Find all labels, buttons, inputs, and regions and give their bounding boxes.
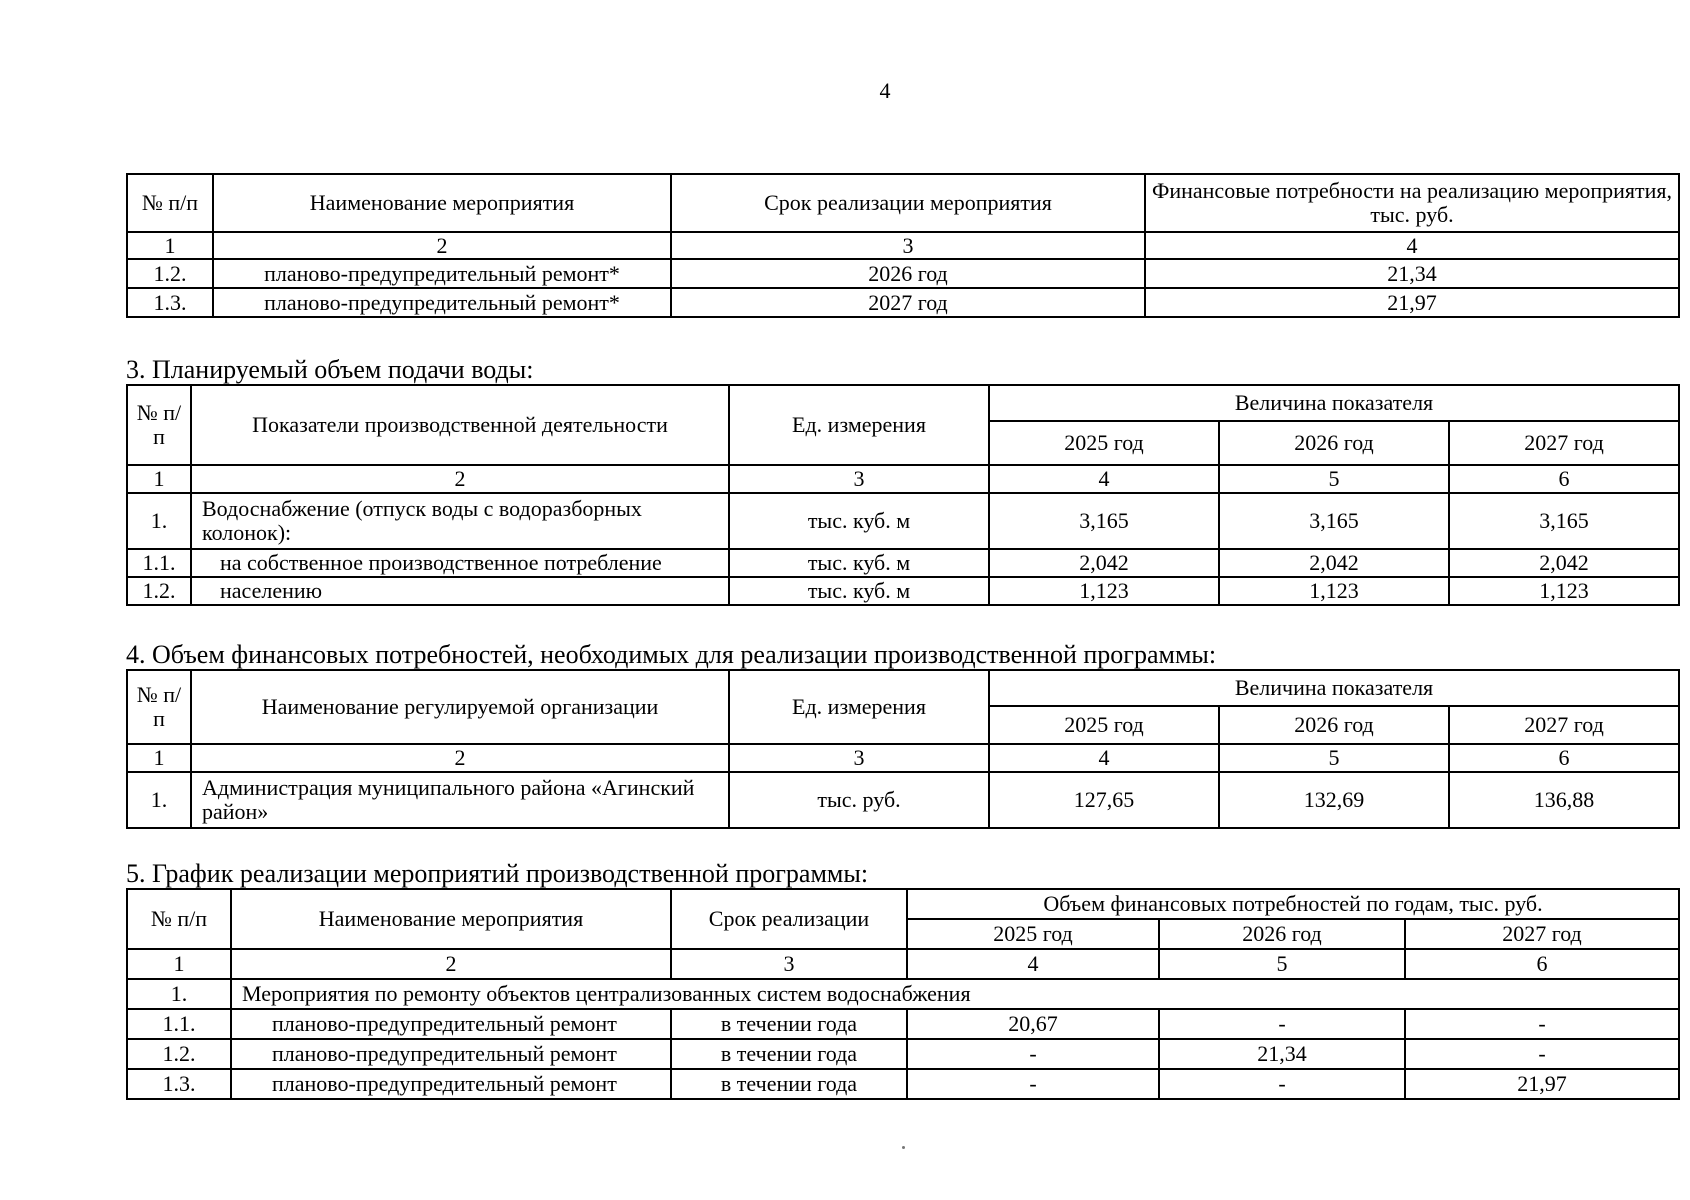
row-value-2026: 21,34: [1159, 1039, 1405, 1069]
col-number: 5: [1219, 744, 1449, 772]
header-name: Наименование мероприятия: [231, 889, 671, 949]
table-row: [127, 1069, 1679, 1099]
col-number: 3: [671, 949, 907, 979]
row-num: 1.3.: [127, 1069, 231, 1099]
header-activity-name: Наименование мероприятия: [213, 174, 671, 232]
row-term: в течении года: [671, 1009, 907, 1039]
table-row: [127, 493, 1679, 549]
table-header-row: [127, 385, 1679, 421]
row-num: 1.1.: [127, 549, 191, 577]
row-num: 1.3.: [127, 288, 213, 317]
row-value-2025: 20,67: [907, 1009, 1159, 1039]
header-term: Срок реализации: [671, 889, 907, 949]
table-header-row: [127, 174, 1679, 232]
table-row: [127, 1009, 1679, 1039]
row-num: 1.2.: [127, 577, 191, 605]
row-term: 2027 год: [671, 288, 1145, 317]
header-year: 2026 год: [1219, 421, 1449, 465]
table-row: [127, 259, 1679, 288]
col-number: 1: [127, 949, 231, 979]
row-value-2026: 1,123: [1219, 577, 1449, 605]
col-number: 1: [127, 465, 191, 493]
col-number: 4: [989, 744, 1219, 772]
row-num: 1.1.: [127, 1009, 231, 1039]
col-number: 1: [127, 744, 191, 772]
row-indicator: Водоснабжение (отпуск воды с водоразборных колонок):: [191, 493, 729, 549]
row-value-2027: 1,123: [1449, 577, 1679, 605]
row-unit: тыс. куб. м: [729, 493, 989, 549]
financing-needs-table: [126, 669, 1680, 829]
header-volume: Объем финансовых потребностей по годам, тыс. руб.: [907, 889, 1679, 919]
header-year: 2025 год: [989, 421, 1219, 465]
header-num: № п/п: [127, 670, 191, 744]
col-number: 2: [213, 232, 671, 259]
header-unit: Ед. измерения: [729, 670, 989, 744]
table-header-row: [127, 670, 1679, 706]
scan-speck: [902, 1146, 905, 1149]
row-value-2025: 2,042: [989, 549, 1219, 577]
col-number: 6: [1449, 465, 1679, 493]
header-financing: Финансовые потребности на реализацию мероприятия, тыс. руб.: [1145, 174, 1679, 232]
row-value-2025: 127,65: [989, 772, 1219, 828]
col-number: 6: [1405, 949, 1679, 979]
column-number-row: [127, 465, 1679, 493]
section-4-title: 4. Объем финансовых потребностей, необходимых для реализации производственной программы:: [126, 640, 1217, 669]
row-value-2027: -: [1405, 1039, 1679, 1069]
header-num: № п/п: [127, 889, 231, 949]
row-value-2027: 2,042: [1449, 549, 1679, 577]
row-amount: 21,97: [1145, 288, 1679, 317]
table-row: [127, 1039, 1679, 1069]
row-term: в течении года: [671, 1039, 907, 1069]
col-number: 1: [127, 232, 213, 259]
row-org: Администрация муниципального района «Агинский район»: [191, 772, 729, 828]
col-number: 2: [191, 744, 729, 772]
row-value-2025: 1,123: [989, 577, 1219, 605]
row-num: 1.: [127, 772, 191, 828]
header-year: 2027 год: [1449, 706, 1679, 744]
row-value-2026: -: [1159, 1069, 1405, 1099]
row-value-2027: 21,97: [1405, 1069, 1679, 1099]
col-number: 4: [989, 465, 1219, 493]
row-value-2025: 3,165: [989, 493, 1219, 549]
column-number-row: [127, 232, 1679, 259]
row-activity: планово-предупредительный ремонт*: [213, 259, 671, 288]
water-supply-volume-table: [126, 384, 1680, 606]
row-value-2026: 132,69: [1219, 772, 1449, 828]
row-value-2026: -: [1159, 1009, 1405, 1039]
row-value-2026: 2,042: [1219, 549, 1449, 577]
column-number-row: [127, 949, 1679, 979]
column-number-row: [127, 744, 1679, 772]
table-row: [127, 549, 1679, 577]
header-year: 2025 год: [907, 919, 1159, 949]
header-num: № п/п: [127, 174, 213, 232]
row-unit: тыс. руб.: [729, 772, 989, 828]
col-number: 3: [729, 465, 989, 493]
header-value: Величина показателя: [989, 670, 1679, 706]
row-value-2025: -: [907, 1039, 1159, 1069]
col-number: 2: [191, 465, 729, 493]
row-unit: тыс. куб. м: [729, 549, 989, 577]
row-value-2027: 3,165: [1449, 493, 1679, 549]
row-name: планово-предупредительный ремонт: [231, 1009, 671, 1039]
col-number: 2: [231, 949, 671, 979]
header-year: 2027 год: [1449, 421, 1679, 465]
col-number: 4: [907, 949, 1159, 979]
header-unit: Ед. измерения: [729, 385, 989, 465]
row-indicator: на собственное производственное потребление: [191, 549, 729, 577]
row-indicator: населению: [191, 577, 729, 605]
row-name: планово-предупредительный ремонт: [231, 1039, 671, 1069]
header-indicator: Показатели производственной деятельности: [191, 385, 729, 465]
activities-financing-table: [126, 173, 1680, 318]
header-year: 2026 год: [1219, 706, 1449, 744]
table-row: [127, 577, 1679, 605]
row-unit: тыс. куб. м: [729, 577, 989, 605]
row-term: в течении года: [671, 1069, 907, 1099]
header-term: Срок реализации мероприятия: [671, 174, 1145, 232]
header-year: 2025 год: [989, 706, 1219, 744]
group-row: [127, 979, 1679, 1009]
table-row: [127, 772, 1679, 828]
col-number: 6: [1449, 744, 1679, 772]
implementation-schedule-table: [126, 888, 1680, 1100]
section-5-title: 5. График реализации мероприятий производственной программы:: [126, 859, 869, 888]
row-num: 1.: [127, 493, 191, 549]
row-amount: 21,34: [1145, 259, 1679, 288]
row-num: 1.2.: [127, 1039, 231, 1069]
row-term: 2026 год: [671, 259, 1145, 288]
header-value: Величина показателя: [989, 385, 1679, 421]
row-value-2027: 136,88: [1449, 772, 1679, 828]
row-activity: планово-предупредительный ремонт*: [213, 288, 671, 317]
header-num: № п/п: [127, 385, 191, 465]
row-value-2027: -: [1405, 1009, 1679, 1039]
header-year: 2027 год: [1405, 919, 1679, 949]
col-number: 4: [1145, 232, 1679, 259]
table-row: [127, 288, 1679, 317]
col-number: 3: [729, 744, 989, 772]
group-title: Мероприятия по ремонту объектов централизованных систем водоснабжения: [231, 979, 1679, 1009]
header-year: 2026 год: [1159, 919, 1405, 949]
page-number: 4: [879, 78, 891, 103]
header-org: Наименование регулируемой организации: [191, 670, 729, 744]
row-num: 1.2.: [127, 259, 213, 288]
col-number: 5: [1219, 465, 1449, 493]
row-value-2025: -: [907, 1069, 1159, 1099]
col-number: 3: [671, 232, 1145, 259]
row-name: планово-предупредительный ремонт: [231, 1069, 671, 1099]
group-num: 1.: [127, 979, 231, 1009]
row-value-2026: 3,165: [1219, 493, 1449, 549]
table-header-row: [127, 889, 1679, 919]
col-number: 5: [1159, 949, 1405, 979]
section-3-title: 3. Планируемый объем подачи воды:: [126, 355, 534, 384]
